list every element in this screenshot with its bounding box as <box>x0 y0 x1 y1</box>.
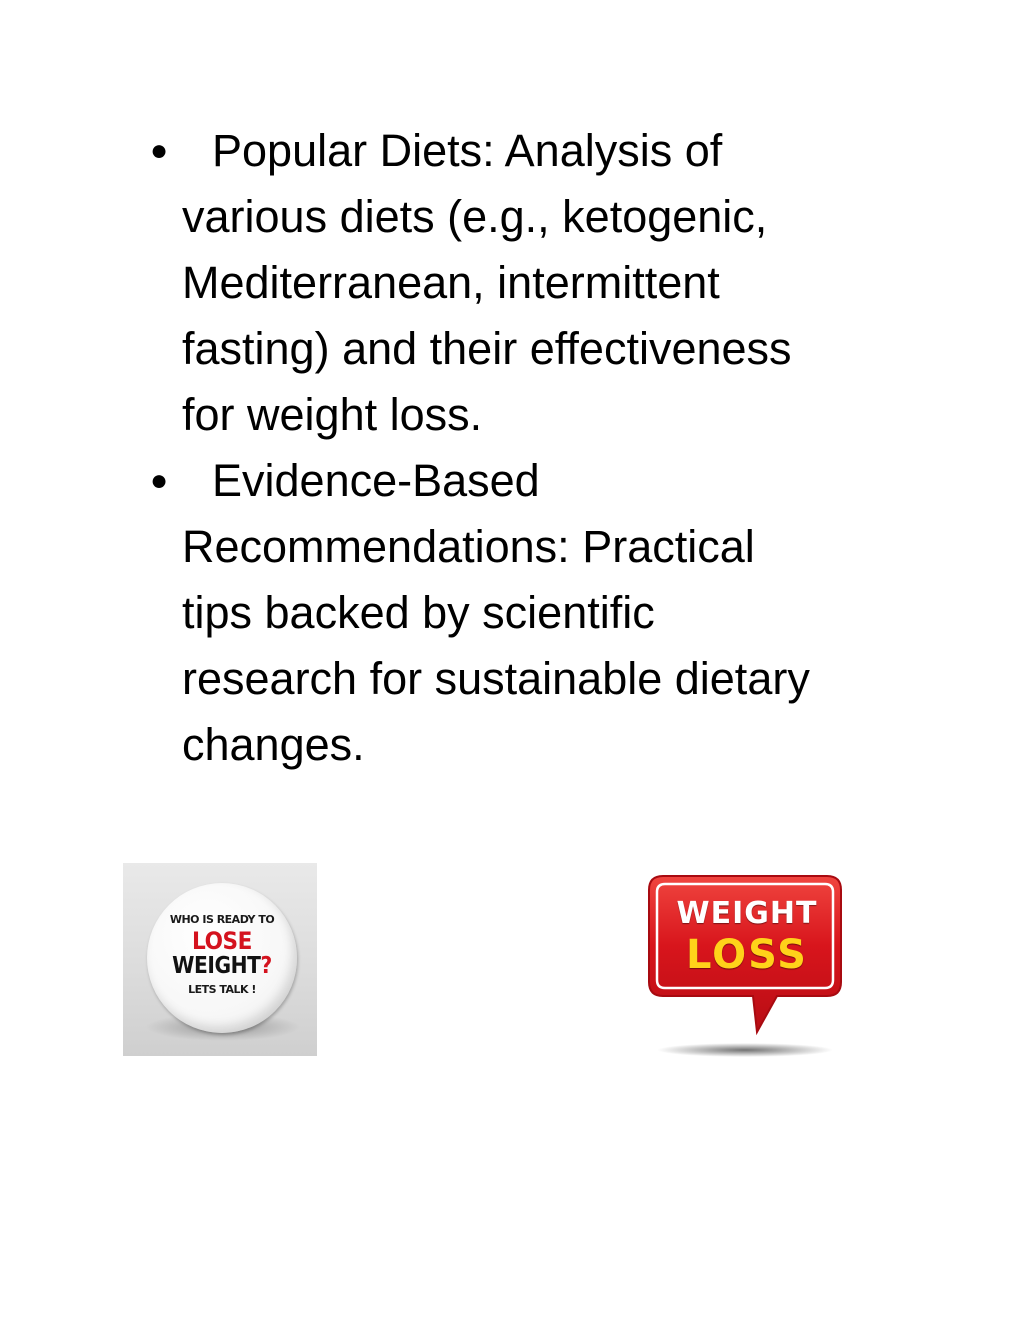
bullet-list <box>150 118 890 778</box>
bullet-line: Mediterranean, intermittent <box>182 257 720 308</box>
bullet-line: Recommendations: Practical <box>182 521 755 572</box>
bubble-text-weight: WEIGHT <box>676 896 818 931</box>
bullet-marker: ● <box>150 134 169 167</box>
bullet-item-evidence-based <box>150 448 890 778</box>
badge-text-line1: WHO IS READY TO <box>169 913 275 926</box>
badge-text-line3 <box>156 953 288 979</box>
badge-question-mark: ? <box>260 953 272 979</box>
bullet-line: fasting) and their effectiveness <box>182 323 792 374</box>
weight-loss-bubble-image <box>645 872 855 1072</box>
bullet-line: Evidence-Based <box>212 455 540 506</box>
bullet-line: Popular Diets: Analysis of <box>212 125 723 176</box>
bullet-marker: ● <box>150 464 169 497</box>
bullet-line: tips backed by scientific <box>182 587 655 638</box>
bullet-text <box>182 118 890 448</box>
bullet-line: for weight loss. <box>182 389 483 440</box>
bubble-text-loss: LOSS <box>686 932 808 978</box>
bullet-text <box>182 448 890 778</box>
badge-text-line4: LETS TALK ! <box>188 983 256 996</box>
lose-weight-badge-image <box>123 863 317 1056</box>
bullet-item-popular-diets <box>150 118 890 448</box>
badge-text-line2: LOSE <box>192 927 252 955</box>
badge-button <box>147 883 297 1033</box>
badge-text-weight: WEIGHT <box>172 953 261 979</box>
bullet-line: various diets (e.g., ketogenic, <box>182 191 768 242</box>
bullet-line: research for sustainable dietary <box>182 653 810 704</box>
bullet-line: changes. <box>182 719 365 770</box>
